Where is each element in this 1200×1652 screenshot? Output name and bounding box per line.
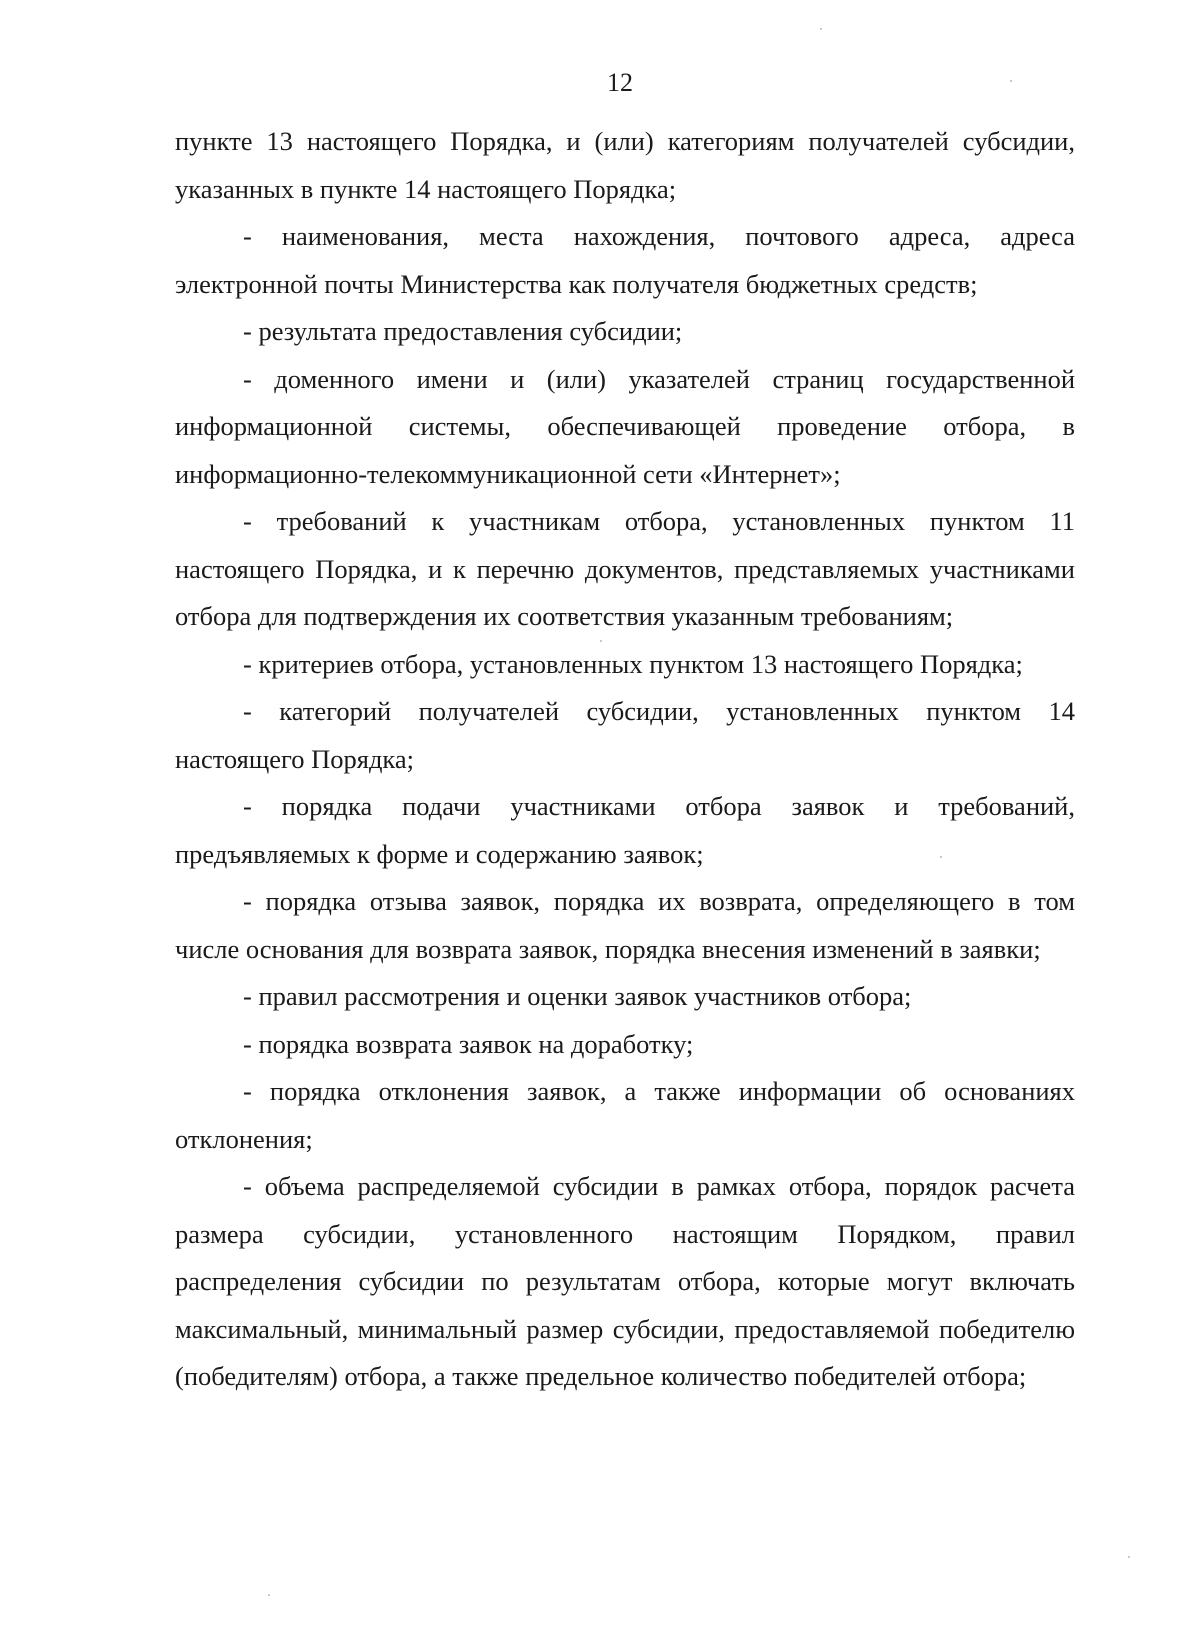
list-item: - порядка отклонения заявок, а также информации об основаниях отклонения; bbox=[175, 1076, 1075, 1154]
scan-speck bbox=[940, 856, 942, 858]
page-number: 12 bbox=[607, 68, 633, 97]
list-item: - результата предоставления субсидии; bbox=[243, 316, 683, 346]
scan-speck bbox=[820, 28, 822, 30]
scan-speck bbox=[268, 1594, 270, 1596]
list-item: - порядка подачи участниками отбора заявок и требований, предъявляемых к форме и содержанию заявок; bbox=[175, 791, 1075, 869]
scan-speck bbox=[1128, 1556, 1130, 1558]
list-item: - доменного имени и (или) указателей страниц государственной информационной системы, обеспечивающей проведение отбора, в информационно-телекоммуникационной сети «Интернет»; bbox=[175, 363, 1075, 489]
list-item: - наименования, места нахождения, почтового адреса, адреса электронной почты Министерства как получателя бюджетных средств; bbox=[175, 221, 1075, 299]
paragraph: пункте 13 настоящего Порядка, и (или) категориям получателей субсидии, указанных в пункте 14 настоящего Порядка; bbox=[175, 126, 1075, 204]
list-item: - правил рассмотрения и оценки заявок участников отбора; bbox=[243, 981, 912, 1011]
list-item: - порядка возврата заявок на доработку; bbox=[243, 1028, 694, 1059]
list-item: - порядка отзыва заявок, порядка их возврата, определяющего в том числе основания для возврата заявок, порядка внесения изменений в заявки; bbox=[175, 886, 1075, 964]
list-item: - объема распределяемой субсидии в рамках отбора, порядок расчета размера субсидии, установленного настоящим Порядком, правил распределения субсидии по результатам отбора, которые могут включать максимальный, минимальный размер субсидии, предоставляемой победителю (победителям) отбора, а также предельное количество победителей отбора; bbox=[175, 1171, 1075, 1391]
list-item: - критериев отбора, установленных пунктом 13 настоящего Порядка; bbox=[243, 648, 1023, 679]
scan-speck bbox=[600, 640, 602, 642]
scan-speck bbox=[1010, 80, 1012, 82]
list-item: - требований к участникам отбора, установленных пунктом 11 настоящего Порядка, и к перечню документов, представляемых участниками отбора для подтверждения их соответствия указанным требованиям; bbox=[175, 506, 1075, 631]
document-body bbox=[175, 118, 1075, 1401]
list-item: - категорий получателей субсидии, установленных пунктом 14 настоящего Порядка; bbox=[175, 696, 1075, 774]
